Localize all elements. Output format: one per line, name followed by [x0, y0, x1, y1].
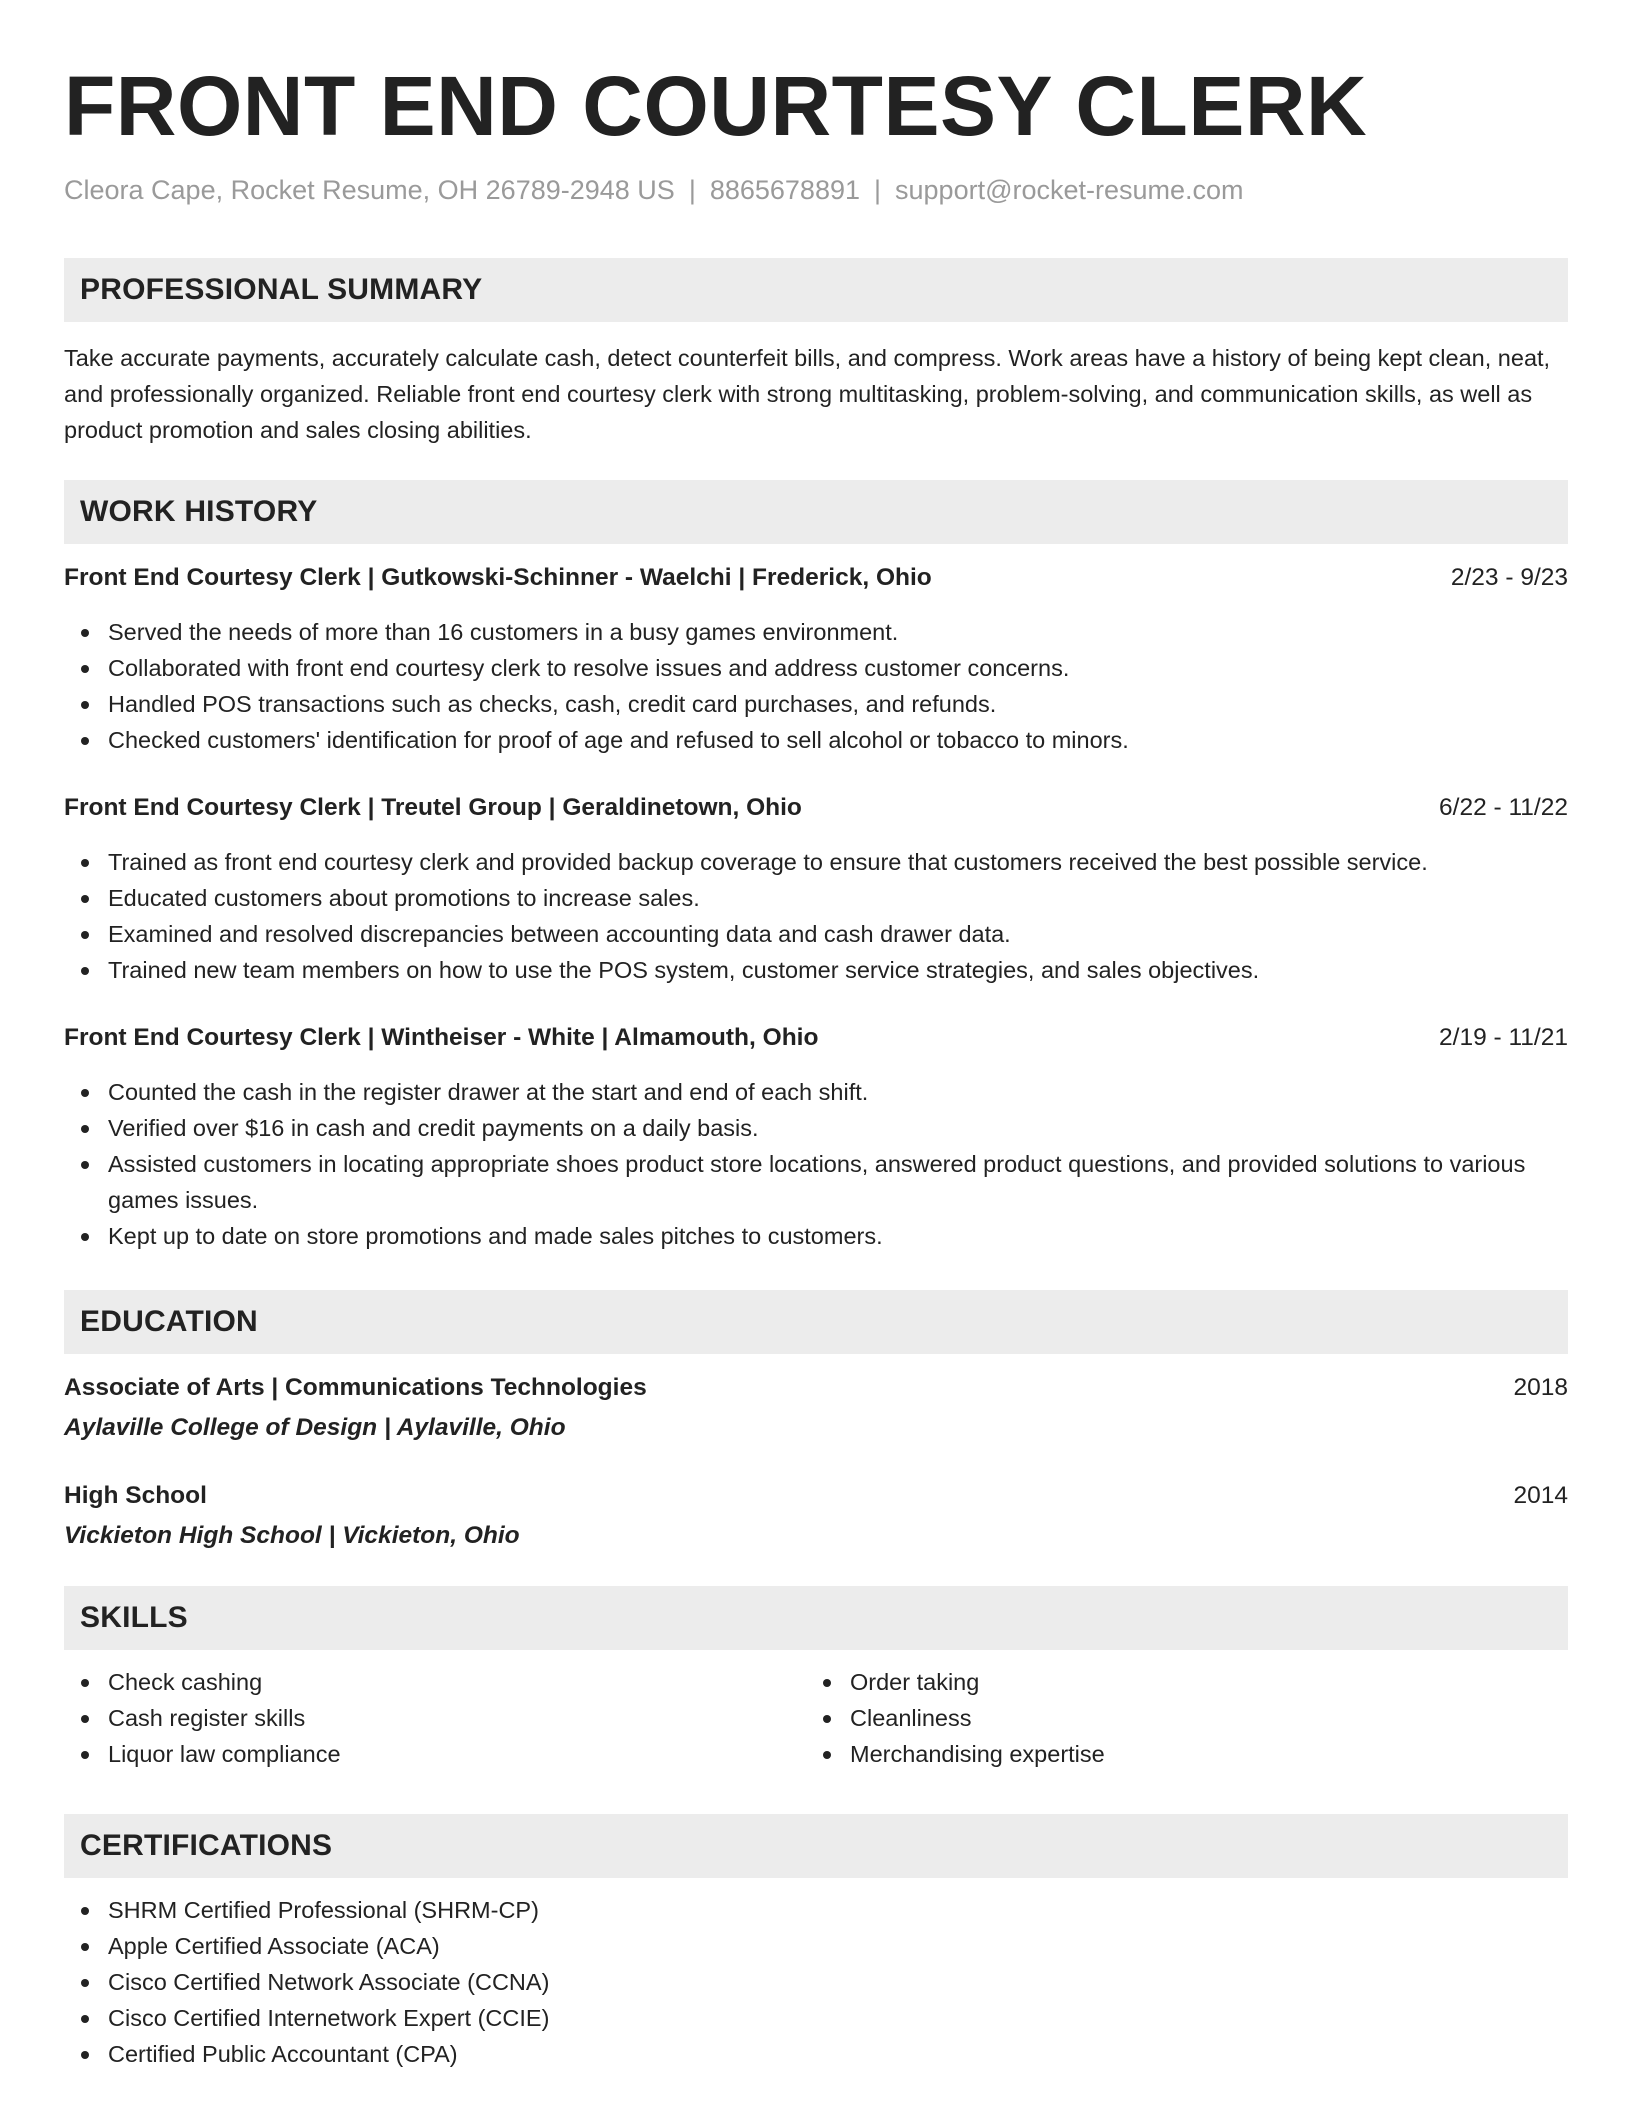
job-title: Front End Courtesy Clerk | Wintheiser - White | Almamouth, Ohio [64, 1024, 819, 1051]
summary-text: Take accurate payments, accurately calculate cash, detect counterfeit bills, and compress. Work areas have a history of being kept clean, neat, and professionally organized. Reliable front end courtesy clerk with strong multitasking, problem-solving, and communication skills, as well as product promotion and sales closing abilities. [64, 345, 1551, 443]
job-duty: Trained as front end courtesy clerk and provided backup coverage to ensure that customers received the best possible service. [64, 844, 1568, 880]
education-school: Aylaville College of Design | Aylaville, Ohio [64, 1414, 566, 1441]
job-header [64, 560, 1568, 596]
job-header [64, 1020, 1568, 1056]
job-duty: Handled POS transactions such as checks, cash, credit card purchases, and refunds. [64, 686, 1568, 722]
skills-column-right [806, 1664, 1548, 1772]
job-duty: Counted the cash in the register drawer at the start and end of each shift. [64, 1074, 1568, 1110]
contact-separator: | [688, 175, 696, 205]
job-dates: 2/23 - 9/23 [1450, 564, 1568, 591]
section-header-summary: PROFESSIONAL SUMMARY [64, 258, 1568, 322]
job-duty: Educated customers about promotions to increase sales. [64, 880, 1568, 916]
job-entry [64, 560, 1568, 758]
skill-item: Order taking [806, 1664, 1548, 1700]
contact-separator: | [874, 175, 882, 205]
education-year: 2018 [1513, 1374, 1568, 1401]
education-entry [64, 1370, 1568, 1446]
candidate-name: FRONT END COURTESY CLERK [64, 59, 1368, 153]
skill-item: Cash register skills [64, 1700, 806, 1736]
job-duties [64, 844, 1568, 988]
section-header-certifications: CERTIFICATIONS [64, 1814, 1568, 1878]
job-entry [64, 790, 1568, 988]
job-dates: 6/22 - 11/22 [1439, 794, 1568, 821]
education-entry [64, 1478, 1568, 1554]
section-header-work-history: WORK HISTORY [64, 480, 1568, 544]
job-header [64, 790, 1568, 826]
certification-item: SHRM Certified Professional (SHRM-CP) [64, 1892, 1568, 1928]
education-degree: High School [64, 1482, 207, 1509]
certification-item: Cisco Certified Internetwork Expert (CCIE) [64, 2000, 1568, 2036]
skill-item: Cleanliness [806, 1700, 1548, 1736]
job-duty: Examined and resolved discrepancies between accounting data and cash drawer data. [64, 916, 1568, 952]
job-duty: Served the needs of more than 16 customers in a busy games environment. [64, 614, 1568, 650]
job-duty: Checked customers' identification for proof of age and refused to sell alcohol or tobacco to minors. [64, 722, 1568, 758]
certification-item: Cisco Certified Network Associate (CCNA) [64, 1964, 1568, 2000]
education-degree: Associate of Arts | Communications Technologies [64, 1374, 647, 1401]
skills-grid [64, 1664, 1568, 1772]
resume-page [64, 0, 1568, 2072]
education-header [64, 1478, 1568, 1514]
job-duty: Trained new team members on how to use the POS system, customer service strategies, and sales objectives. [64, 952, 1568, 988]
contact-address: Cleora Cape, Rocket Resume, OH 26789-2948 US [64, 175, 675, 205]
contact-line [64, 172, 1568, 208]
certification-item: Certified Public Accountant (CPA) [64, 2036, 1568, 2072]
certification-item: Apple Certified Associate (ACA) [64, 1928, 1568, 1964]
skill-item: Check cashing [64, 1664, 806, 1700]
section-header-skills: SKILLS [64, 1586, 1568, 1650]
contact-phone: 8865678891 [709, 175, 860, 205]
job-entry [64, 1020, 1568, 1254]
job-title: Front End Courtesy Clerk | Gutkowski-Schinner - Waelchi | Frederick, Ohio [64, 564, 932, 591]
contact-email: support@rocket-resume.com [895, 175, 1244, 205]
job-duty: Kept up to date on store promotions and made sales pitches to customers. [64, 1218, 1568, 1254]
job-duty: Verified over $16 in cash and credit payments on a daily basis. [64, 1110, 1568, 1146]
job-duties [64, 614, 1568, 758]
skills-column-left [64, 1664, 806, 1772]
job-dates: 2/19 - 11/21 [1439, 1024, 1568, 1051]
certifications-list [64, 1892, 1568, 2072]
job-duty: Assisted customers in locating appropriate shoes product store locations, answered product questions, and provided solutions to various games issues. [64, 1146, 1568, 1218]
job-title: Front End Courtesy Clerk | Treutel Group | Geraldinetown, Ohio [64, 794, 802, 821]
job-duty: Collaborated with front end courtesy clerk to resolve issues and address customer concerns. [64, 650, 1568, 686]
skill-item: Liquor law compliance [64, 1736, 806, 1772]
education-header [64, 1370, 1568, 1406]
education-school: Vickieton High School | Vickieton, Ohio [64, 1522, 520, 1549]
skill-item: Merchandising expertise [806, 1736, 1548, 1772]
education-year: 2014 [1513, 1482, 1568, 1509]
section-header-education: EDUCATION [64, 1290, 1568, 1354]
job-duties [64, 1074, 1568, 1254]
